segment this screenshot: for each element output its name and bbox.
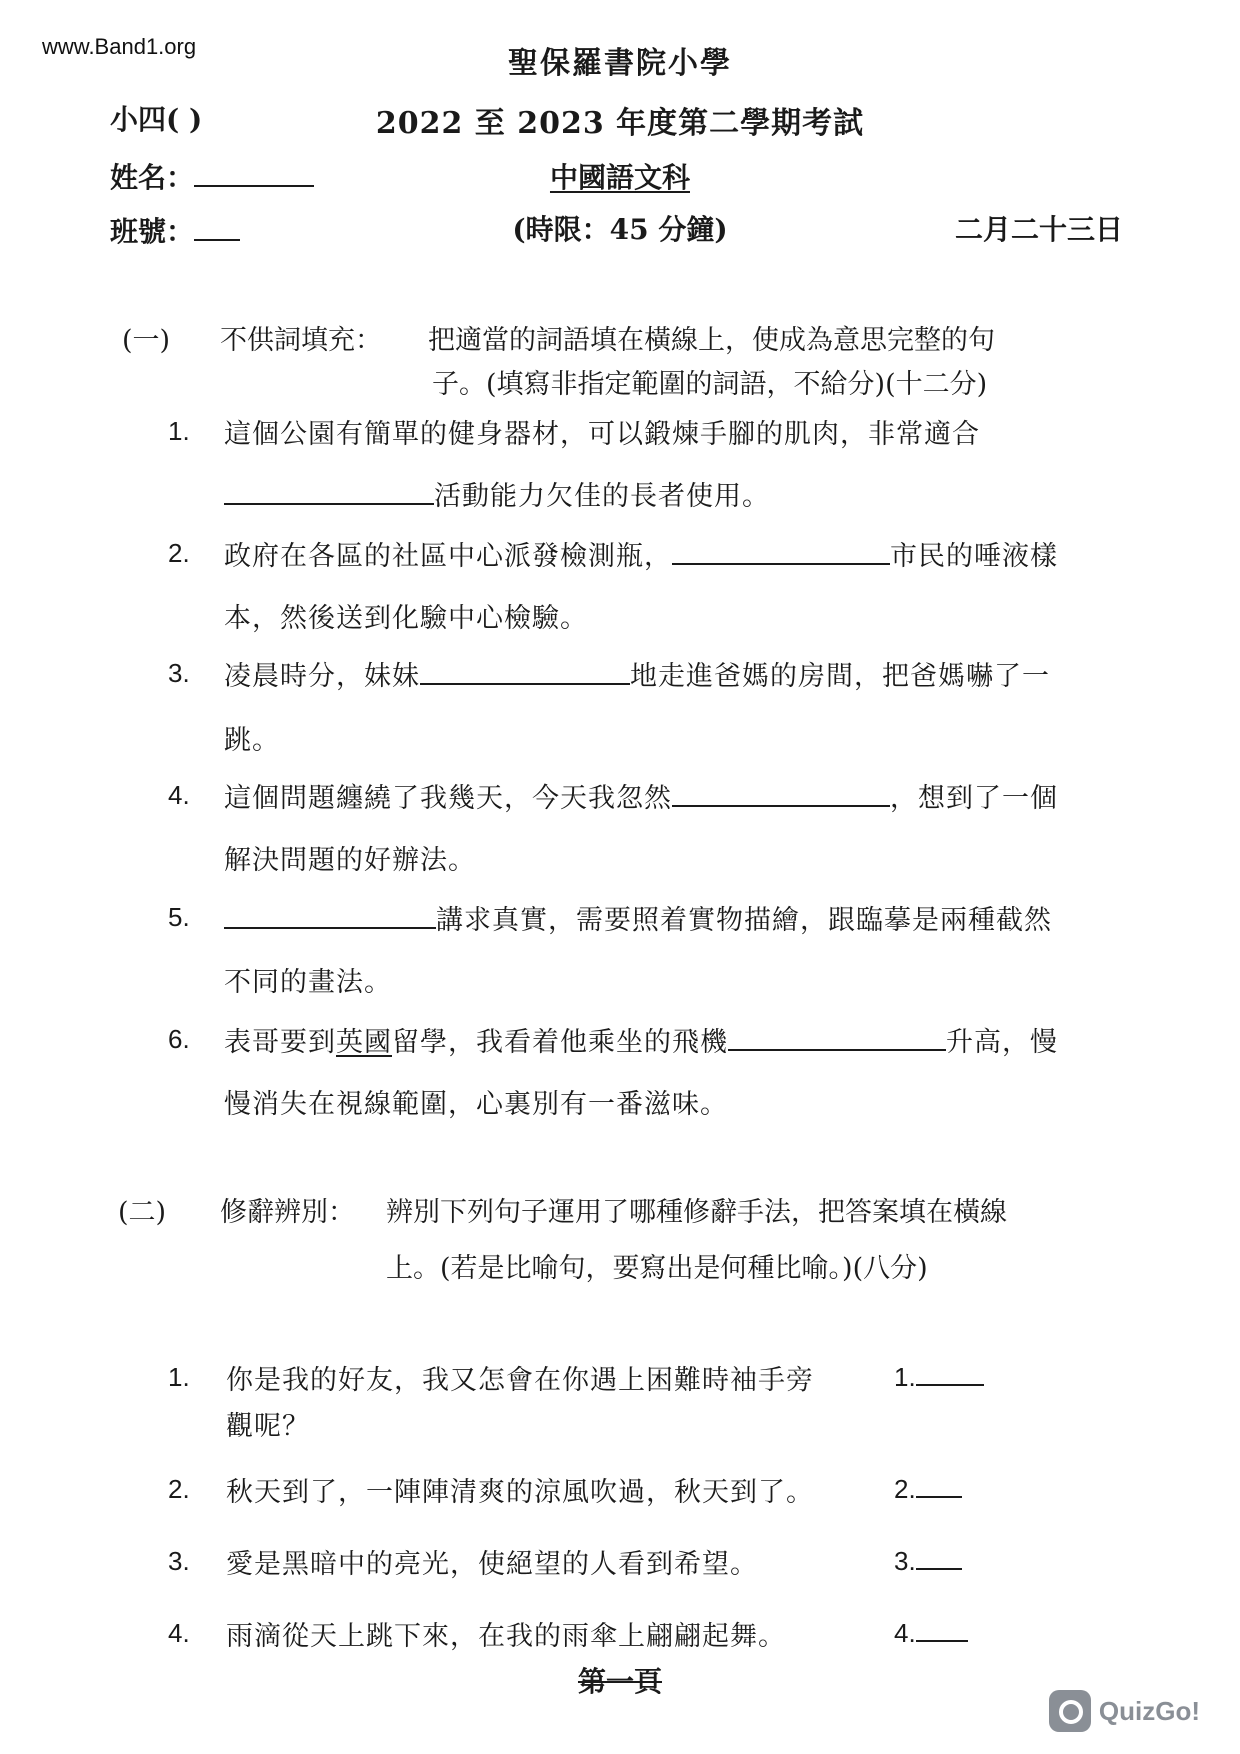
question-number: 1. [168,416,190,446]
class-label: 小四( ) [110,103,203,136]
question-text: 觀呢？ [226,1411,310,1442]
time-limit: (時限：45 分鐘) [512,213,728,246]
school-name: 聖保羅書院小學 [508,46,732,81]
question-text: 表哥要到英國留學，我看着他乘坐的飛機 升高，慢 [224,1027,1058,1058]
question-text: 凌晨時分，妹妹 地走進爸媽的房間，把爸媽嚇了一 [224,661,1050,692]
section1-number: (一) [122,325,171,356]
answer-blank[interactable] [672,562,890,565]
exam-title: 2022 至 2023 年度第二學期考試 [375,106,865,141]
answer-slot: 2. [894,1474,962,1505]
question-number: 3. [168,1546,190,1576]
question-number: 2. [168,1474,190,1504]
page-number: 第一頁 [577,1665,662,1698]
watermark-url: www.Band1.org [42,34,197,59]
quizgo-logo-icon [1049,1690,1091,1732]
answer-blank[interactable] [420,682,630,685]
question-number: 6. [168,1024,190,1054]
answer-blank[interactable] [672,804,890,807]
question-text: 不同的畫法。 [224,967,392,998]
question-number: 4. [168,780,190,810]
quizgo-branding[interactable] [1049,1690,1200,1732]
question-text: 講求真實，需要照着實物描繪，跟臨摹是兩種截然 [224,898,1052,937]
question-text: 慢消失在視線範圍，心裏別有一番滋味。 [224,1089,728,1120]
question-text: 這個問題纏繞了我幾天，今天我忽然 ，想到了一個 [224,783,1058,814]
question-number: 4. [168,1618,190,1648]
answer-slot: 3. [894,1546,962,1577]
question-text: 解決問題的好辦法。 [224,845,476,876]
question-number: 3. [168,658,190,688]
section1-instruction-2: 子。(填寫非指定範圍的詞語，不給分)(十二分) [432,369,988,400]
question-number: 1. [168,1362,190,1392]
answer-blank[interactable] [224,502,434,505]
exam-date: 二月二十三日 [955,213,1124,246]
section2-instruction-1: 辨別下列句子運用了哪種修辭手法，把答案填在橫線 [386,1197,1007,1228]
question-text: 活動能力欠佳的長者使用。 [224,474,770,513]
quizgo-label: QuizGo! [1098,1695,1200,1726]
question-text: 你是我的好友，我又怎會在你遇上困難時袖手旁 [226,1365,814,1396]
answer-blank[interactable] [916,1639,968,1642]
question-text: 跳。 [224,725,280,756]
answer-slot: 1. [894,1362,984,1393]
section2-number: (二) [118,1197,167,1228]
section2-instruction-2: 上。(若是比喻句，要寫出是何種比喻。)(八分) [386,1253,928,1284]
name-label: 姓名： [110,161,195,194]
answer-blank[interactable] [728,1048,946,1051]
answer-blank[interactable] [916,1495,962,1498]
subject-title: 中國語文科 [549,161,690,194]
answer-blank[interactable] [916,1567,962,1570]
section1-instruction-1: 把適當的詞語填在橫線上，使成為意思完整的句 [428,325,995,356]
question-text: 秋天到了，一陣陣清爽的涼風吹過，秋天到了。 [226,1477,814,1508]
question-number: 2. [168,538,190,568]
question-text: 這個公園有簡單的健身器材，可以鍛煉手腳的肌肉，非常適合 [224,419,980,450]
section1-title: 不供詞填充： [220,325,382,356]
question-number: 5. [168,902,190,932]
question-text: 愛是黑暗中的亮光，使絕望的人看到希望。 [226,1549,758,1580]
question-text: 雨滴從天上跳下來，在我的雨傘上翩翩起舞。 [226,1621,786,1652]
question-text: 政府在各區的社區中心派發檢測瓶， 市民的唾液樣 [224,541,1058,572]
answer-slot: 4. [894,1618,968,1649]
proper-noun-country: 英國 [336,1027,392,1058]
answer-blank[interactable] [224,926,436,929]
question-text: 本，然後送到化驗中心檢驗。 [224,603,588,634]
section2-title: 修辭辨別： [220,1197,355,1228]
answer-blank[interactable] [916,1383,984,1386]
classno-label: 班號： [110,215,195,248]
